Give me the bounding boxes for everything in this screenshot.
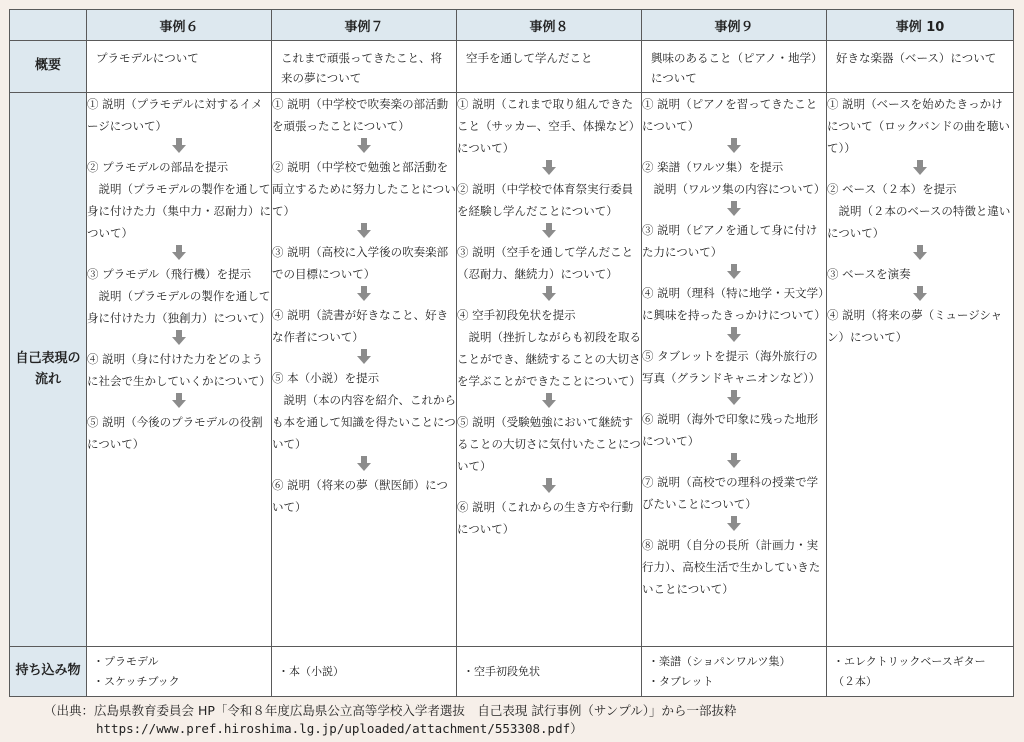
flow-step: ② ベース（２本）を提示 説明（２本のベースの特徴と違いについて） (827, 182, 1011, 240)
source-citation (44, 702, 1014, 738)
flow-cell-9 (642, 93, 827, 647)
case-header-6: 事例６ (87, 10, 272, 41)
flow-step: ⑦ 説明（高校での理科の授業で学びたいことについて） (642, 475, 819, 511)
down-arrow-icon (642, 389, 826, 408)
down-arrow-icon (87, 137, 271, 156)
flow-step: ② プラモデルの部品を提示 説明（プラモデルの製作を通して身に付けた力（集中力・忍耐力）について） (87, 160, 271, 240)
flow-step: ④ 説明（理科（特に地学・天文学）に興味を持ったきっかけについて） (642, 286, 826, 322)
down-arrow-icon (827, 159, 1013, 178)
flow-step: ① 説明（ベースを始めたきっかけについて（ロックバンドの曲を聴いて）） (827, 97, 1010, 155)
flow-step: ④ 説明（将来の夢（ミュージシャン）について） (827, 308, 1003, 344)
carry-item: ・楽譜（ショパンワルツ集） (648, 654, 791, 668)
summary-cell-6 (87, 41, 272, 93)
case-header-10: 事例 10 (827, 10, 1014, 41)
flow-step: ① 説明（プラモデルに対するイメージについて） (87, 97, 263, 133)
down-arrow-icon (827, 285, 1013, 304)
down-arrow-icon (87, 329, 271, 348)
down-arrow-icon (272, 348, 456, 367)
carry-item: ・空手初段免状 (463, 664, 540, 678)
flow-cell-6 (87, 93, 272, 647)
flow-step: ⑥ 説明（これからの生き方や行動について） (457, 500, 634, 536)
flow-step: ③ ベースを演奏 (827, 267, 911, 281)
flow-step: ③ 説明（ピアノを通して身に付けた力について） (642, 223, 818, 259)
down-arrow-icon (272, 455, 456, 474)
case-table (9, 9, 1014, 697)
flow-cell-7 (272, 93, 457, 647)
flow-step: ④ 説明（読書が好きなこと、好きな作者について） (272, 308, 449, 344)
summary-cell-10 (827, 41, 1014, 93)
row-label-flow: 自己表現の 流れ (10, 93, 87, 647)
flow-step: ⑤ 説明（受験勉強において継続することの大切さに気付いたことについて） (457, 415, 641, 473)
carry-item: ・エレクトリックベースギター（２本） (833, 654, 986, 688)
summary-text: 興味のあること（ピアノ・地学）について (651, 51, 817, 85)
corner-cell (10, 10, 87, 41)
down-arrow-icon (642, 263, 826, 282)
flow-step: ② 楽譜（ワルツ集）を提示 説明（ワルツ集の内容について） (642, 160, 826, 196)
summary-text: 空手を通して学んだこと (466, 51, 593, 65)
down-arrow-icon (87, 244, 271, 263)
flow-step: ⑥ 説明（海外で印象に残った地形について） (642, 412, 819, 448)
flow-step: ⑥ 説明（将来の夢（獣医師）について） (272, 478, 448, 514)
flow-row (10, 93, 1014, 647)
summary-cell-9 (642, 41, 827, 93)
summary-cell-8 (457, 41, 642, 93)
source-url: https://www.pref.hiroshima.lg.jp/uploaded/attachment/553308.pdf） (96, 721, 583, 736)
flow-cell-8 (457, 93, 642, 647)
summary-cell-7 (272, 41, 457, 93)
items-cell-9 (642, 647, 827, 697)
down-arrow-icon (642, 515, 826, 534)
summary-text: 好きな楽器（ベース）について (836, 51, 997, 65)
down-arrow-icon (272, 137, 456, 156)
carry-item: ・スケッチブック (93, 674, 180, 688)
flow-step: ① 説明（ピアノを習ってきたことについて） (642, 97, 818, 133)
case-header-7: 事例７ (272, 10, 457, 41)
down-arrow-icon (87, 392, 271, 411)
items-cell-10 (827, 647, 1014, 697)
down-arrow-icon (827, 244, 1013, 263)
down-arrow-icon (642, 452, 826, 471)
case-header-9: 事例９ (642, 10, 827, 41)
down-arrow-icon (457, 392, 641, 411)
header-row (10, 10, 1014, 41)
case-header-8: 事例８ (457, 10, 642, 41)
down-arrow-icon (457, 285, 641, 304)
flow-step: ③ 説明（空手を通して学んだこと（忍耐力、継続力）について） (457, 245, 634, 281)
flow-step: ④ 説明（身に付けた力をどのように社会で生かしていくかについて） (87, 352, 271, 388)
items-cell-8 (457, 647, 642, 697)
down-arrow-icon (457, 222, 641, 241)
flow-step: ① 説明（中学校で吹奏楽の部活動を頑張ったことについて） (272, 97, 449, 133)
items-cell-7 (272, 647, 457, 697)
flow-step: ⑤ タブレットを提示（海外旅行の写真（グランドキャニオンなど）） (642, 349, 821, 385)
row-label-summary: 概要 (10, 41, 87, 93)
flow-step: ③ プラモデル（飛行機）を提示 説明（プラモデルの製作を通して身に付けた力（独創力）について） (87, 267, 271, 325)
down-arrow-icon (272, 222, 456, 241)
summary-text: プラモデルについて (96, 51, 199, 65)
flow-step: ② 説明（中学校で勉強と部活動を両立するために努力したことについて） (272, 160, 456, 218)
down-arrow-icon (642, 137, 826, 156)
items-row (10, 647, 1014, 697)
flow-step: ③ 説明（高校に入学後の吹奏楽部での目標について） (272, 245, 449, 281)
flow-step: ⑧ 説明（自分の長所（計画力・実行力）、高校生活で生かしていきたいことについて） (642, 538, 821, 596)
down-arrow-icon (272, 285, 456, 304)
row-label-items: 持ち込み物 (10, 647, 87, 697)
flow-step: ④ 空手初段免状を提示 説明（挫折しながらも初段を取ることができ、継続することの大切さを学ぶことができたことについて） (457, 308, 641, 388)
carry-item: ・本（小説） (278, 664, 344, 678)
source-line-1: （出典：広島県教育委員会 HP「令和８年度広島県公立高等学校入学者選抜 自己表現 試行事例（サンプル）」から一部抜粋 (44, 703, 737, 718)
flow-step: ⑤ 説明（今後のプラモデルの役割について） (87, 415, 263, 451)
summary-text: これまで頑張ってきたこと、将来の夢について (281, 51, 442, 85)
carry-item: ・プラモデル (93, 654, 159, 668)
carry-item: ・タブレット (648, 674, 714, 688)
summary-row (10, 41, 1014, 93)
down-arrow-icon (457, 477, 641, 496)
down-arrow-icon (642, 326, 826, 345)
down-arrow-icon (642, 200, 826, 219)
items-cell-6 (87, 647, 272, 697)
flow-step: ① 説明（これまで取り組んできたこと（サッカー、空手、体操など）について） (457, 97, 641, 155)
flow-cell-10 (827, 93, 1014, 647)
down-arrow-icon (457, 159, 641, 178)
flow-step: ② 説明（中学校で体育祭実行委員を経験し学んだことについて） (457, 182, 634, 218)
flow-step: ⑤ 本（小説）を提示 説明（本の内容を紹介、これからも本を通して知識を得たいことについて） (272, 371, 456, 451)
